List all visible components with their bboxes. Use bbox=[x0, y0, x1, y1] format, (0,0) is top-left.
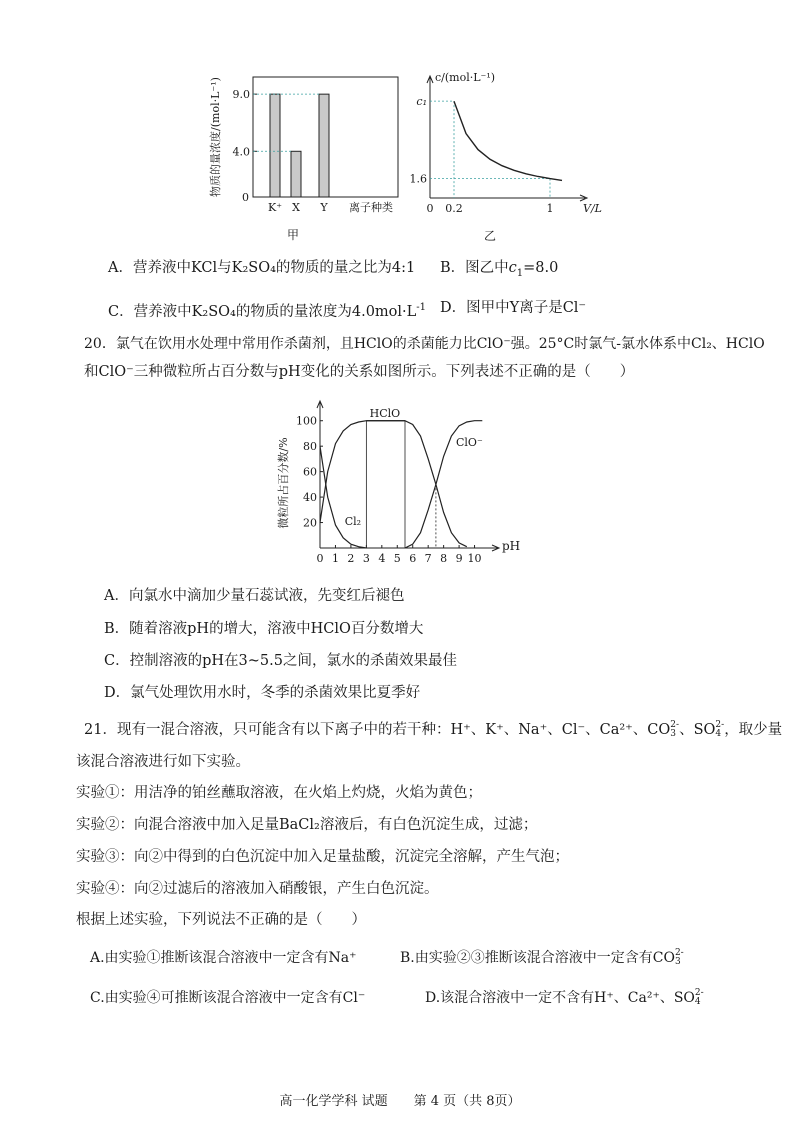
q20-stem-line1: 20．氯气在饮用水处理中常用作杀菌剂，且HClO的杀菌能力比ClO⁻强。25°C时氯气-氯水体系中Cl₂、HClO bbox=[84, 336, 765, 352]
panel-label: 乙 bbox=[483, 229, 497, 243]
x-axis-label: pH bbox=[502, 539, 521, 553]
y-axis-label: 微粒所占百分数/% bbox=[277, 437, 290, 529]
x-tick-label: 0 bbox=[426, 202, 434, 215]
q19-option-d: D．图甲中Y离子是Cl⁻ bbox=[440, 300, 587, 316]
x-tick-label: 6 bbox=[409, 552, 417, 565]
y-tick-label: 100 bbox=[296, 414, 317, 428]
q19-option-c: C．营养液中K₂SO₄的物质的量浓度为$4.0mol\cdot L^{-1}$ bbox=[108, 302, 427, 320]
q19-option-a: A．营养液中KCl与K₂SO₄的物质的量之比为4:1 bbox=[108, 260, 416, 276]
y-tick-label: 20 bbox=[303, 516, 317, 530]
x-tick-label: 1 bbox=[331, 552, 339, 565]
x-tick-label: 9 bbox=[455, 552, 463, 565]
x-tick-label: 7 bbox=[424, 552, 432, 565]
x-tick-label: 8 bbox=[440, 552, 448, 565]
x-axis-label: 离子种类 bbox=[349, 201, 393, 214]
series-label: ClO⁻ bbox=[456, 436, 483, 450]
q21-exp2: 实验②：向混合溶液中加入足量BaCl₂溶液后，有白色沉淀生成，过滤； bbox=[76, 817, 538, 833]
panel-label: 甲 bbox=[286, 228, 300, 242]
concentration-curve bbox=[454, 101, 562, 180]
x-tick-label: K⁺ bbox=[267, 201, 283, 214]
q21-exp3: 实验③：向②中得到的白色沉淀中加入足量盐酸，沉淀完全溶解，产生气泡； bbox=[76, 849, 569, 865]
bar bbox=[270, 94, 280, 197]
x-tick-label: 0.2 bbox=[445, 202, 463, 215]
y-tick-label: 40 bbox=[303, 491, 317, 505]
x-tick-label: 2 bbox=[347, 552, 355, 565]
series-line bbox=[320, 421, 467, 547]
series-line bbox=[320, 446, 366, 548]
y-tick-label: c₁ bbox=[416, 95, 427, 109]
q19-option-b: B．图乙中$c_1=8.0$ bbox=[440, 260, 559, 279]
q21-exp4: 实验④：向②过滤后的溶液加入硝酸银，产生白色沉淀。 bbox=[76, 881, 439, 897]
q21-option-b: B.由实验②③推断该混合溶液中一定含有CO2- 3 bbox=[400, 948, 684, 967]
chart-yi bbox=[405, 70, 600, 245]
y-tick-label: 60 bbox=[303, 465, 317, 479]
q20-option-c: C．控制溶液的pH在3~5.5之间，氯水的杀菌效果最佳 bbox=[104, 653, 457, 669]
x-tick-label: 10 bbox=[467, 552, 482, 565]
chart-jia bbox=[205, 75, 405, 245]
q20-stem-line2: 和ClO⁻三种微粒所占百分数与pH变化的关系如图所示。下列表述不正确的是（ ） bbox=[84, 364, 635, 380]
y-tick-label: 80 bbox=[303, 440, 317, 454]
x-tick-label: 4 bbox=[378, 552, 386, 565]
x-tick-label: 1 bbox=[546, 202, 554, 215]
q21-option-a: A.由实验①推断该混合溶液中一定含有Na⁺ bbox=[90, 950, 357, 966]
series-label: Cl₂ bbox=[344, 515, 362, 529]
y-tick-label: 4.0 bbox=[232, 145, 250, 159]
q20-option-d: D．氯气处理饮用水时，冬季的杀菌效果比夏季好 bbox=[104, 685, 421, 701]
q20-option-a: A．向氯水中滴加少量石蕊试液，先变红后褪色 bbox=[104, 588, 405, 604]
q21-question: 根据上述实验，下列说法不正确的是（ ） bbox=[76, 912, 366, 928]
bar bbox=[291, 151, 301, 197]
y-tick-label: 9.0 bbox=[232, 88, 250, 102]
y-axis-label: c/(mol·L⁻¹) bbox=[435, 71, 496, 84]
x-tick-label: Y bbox=[320, 201, 328, 214]
x-tick-label: 0 bbox=[316, 552, 324, 565]
y-axis-label: 物质的量浓度/(mol·L⁻¹) bbox=[209, 77, 222, 197]
q20-option-b: B．随着溶液pH的增大，溶液中HClO百分数增大 bbox=[104, 621, 424, 637]
y-tick-label: 1.6 bbox=[409, 172, 427, 186]
bar bbox=[319, 94, 329, 197]
x-tick-label: 3 bbox=[362, 552, 370, 565]
q21-option-c: C.由实验④可推断该混合溶液中一定含有Cl⁻ bbox=[90, 990, 366, 1006]
x-tick-label: X bbox=[292, 201, 300, 214]
page-footer: 高一化学学科 试题 第 4 页（共 8页） bbox=[279, 1094, 521, 1109]
origin-label: 0 bbox=[242, 191, 249, 204]
q21-option-d: D.该混合溶液中一定不含有H⁺、Ca²⁺、SO2- 4 bbox=[425, 988, 704, 1007]
series-label: HClO bbox=[369, 406, 401, 420]
q21-exp1: 实验①：用洁净的铂丝蘸取溶液，在火焰上灼烧，火焰为黄色； bbox=[76, 785, 482, 801]
q21-stem-line2: 该混合溶液进行如下实验。 bbox=[76, 754, 250, 770]
x-tick-label: 5 bbox=[393, 552, 401, 565]
x-axis-label: V/L bbox=[583, 202, 602, 215]
q21-stem-line1: 21．现有一混合溶液，只可能含有以下离子中的若干种：H⁺、K⁺、Na⁺、Cl⁻、Ca²⁺、CO2- 3 、SO2- 4 ，取少量 bbox=[84, 720, 783, 739]
chart-ph bbox=[275, 398, 535, 573]
